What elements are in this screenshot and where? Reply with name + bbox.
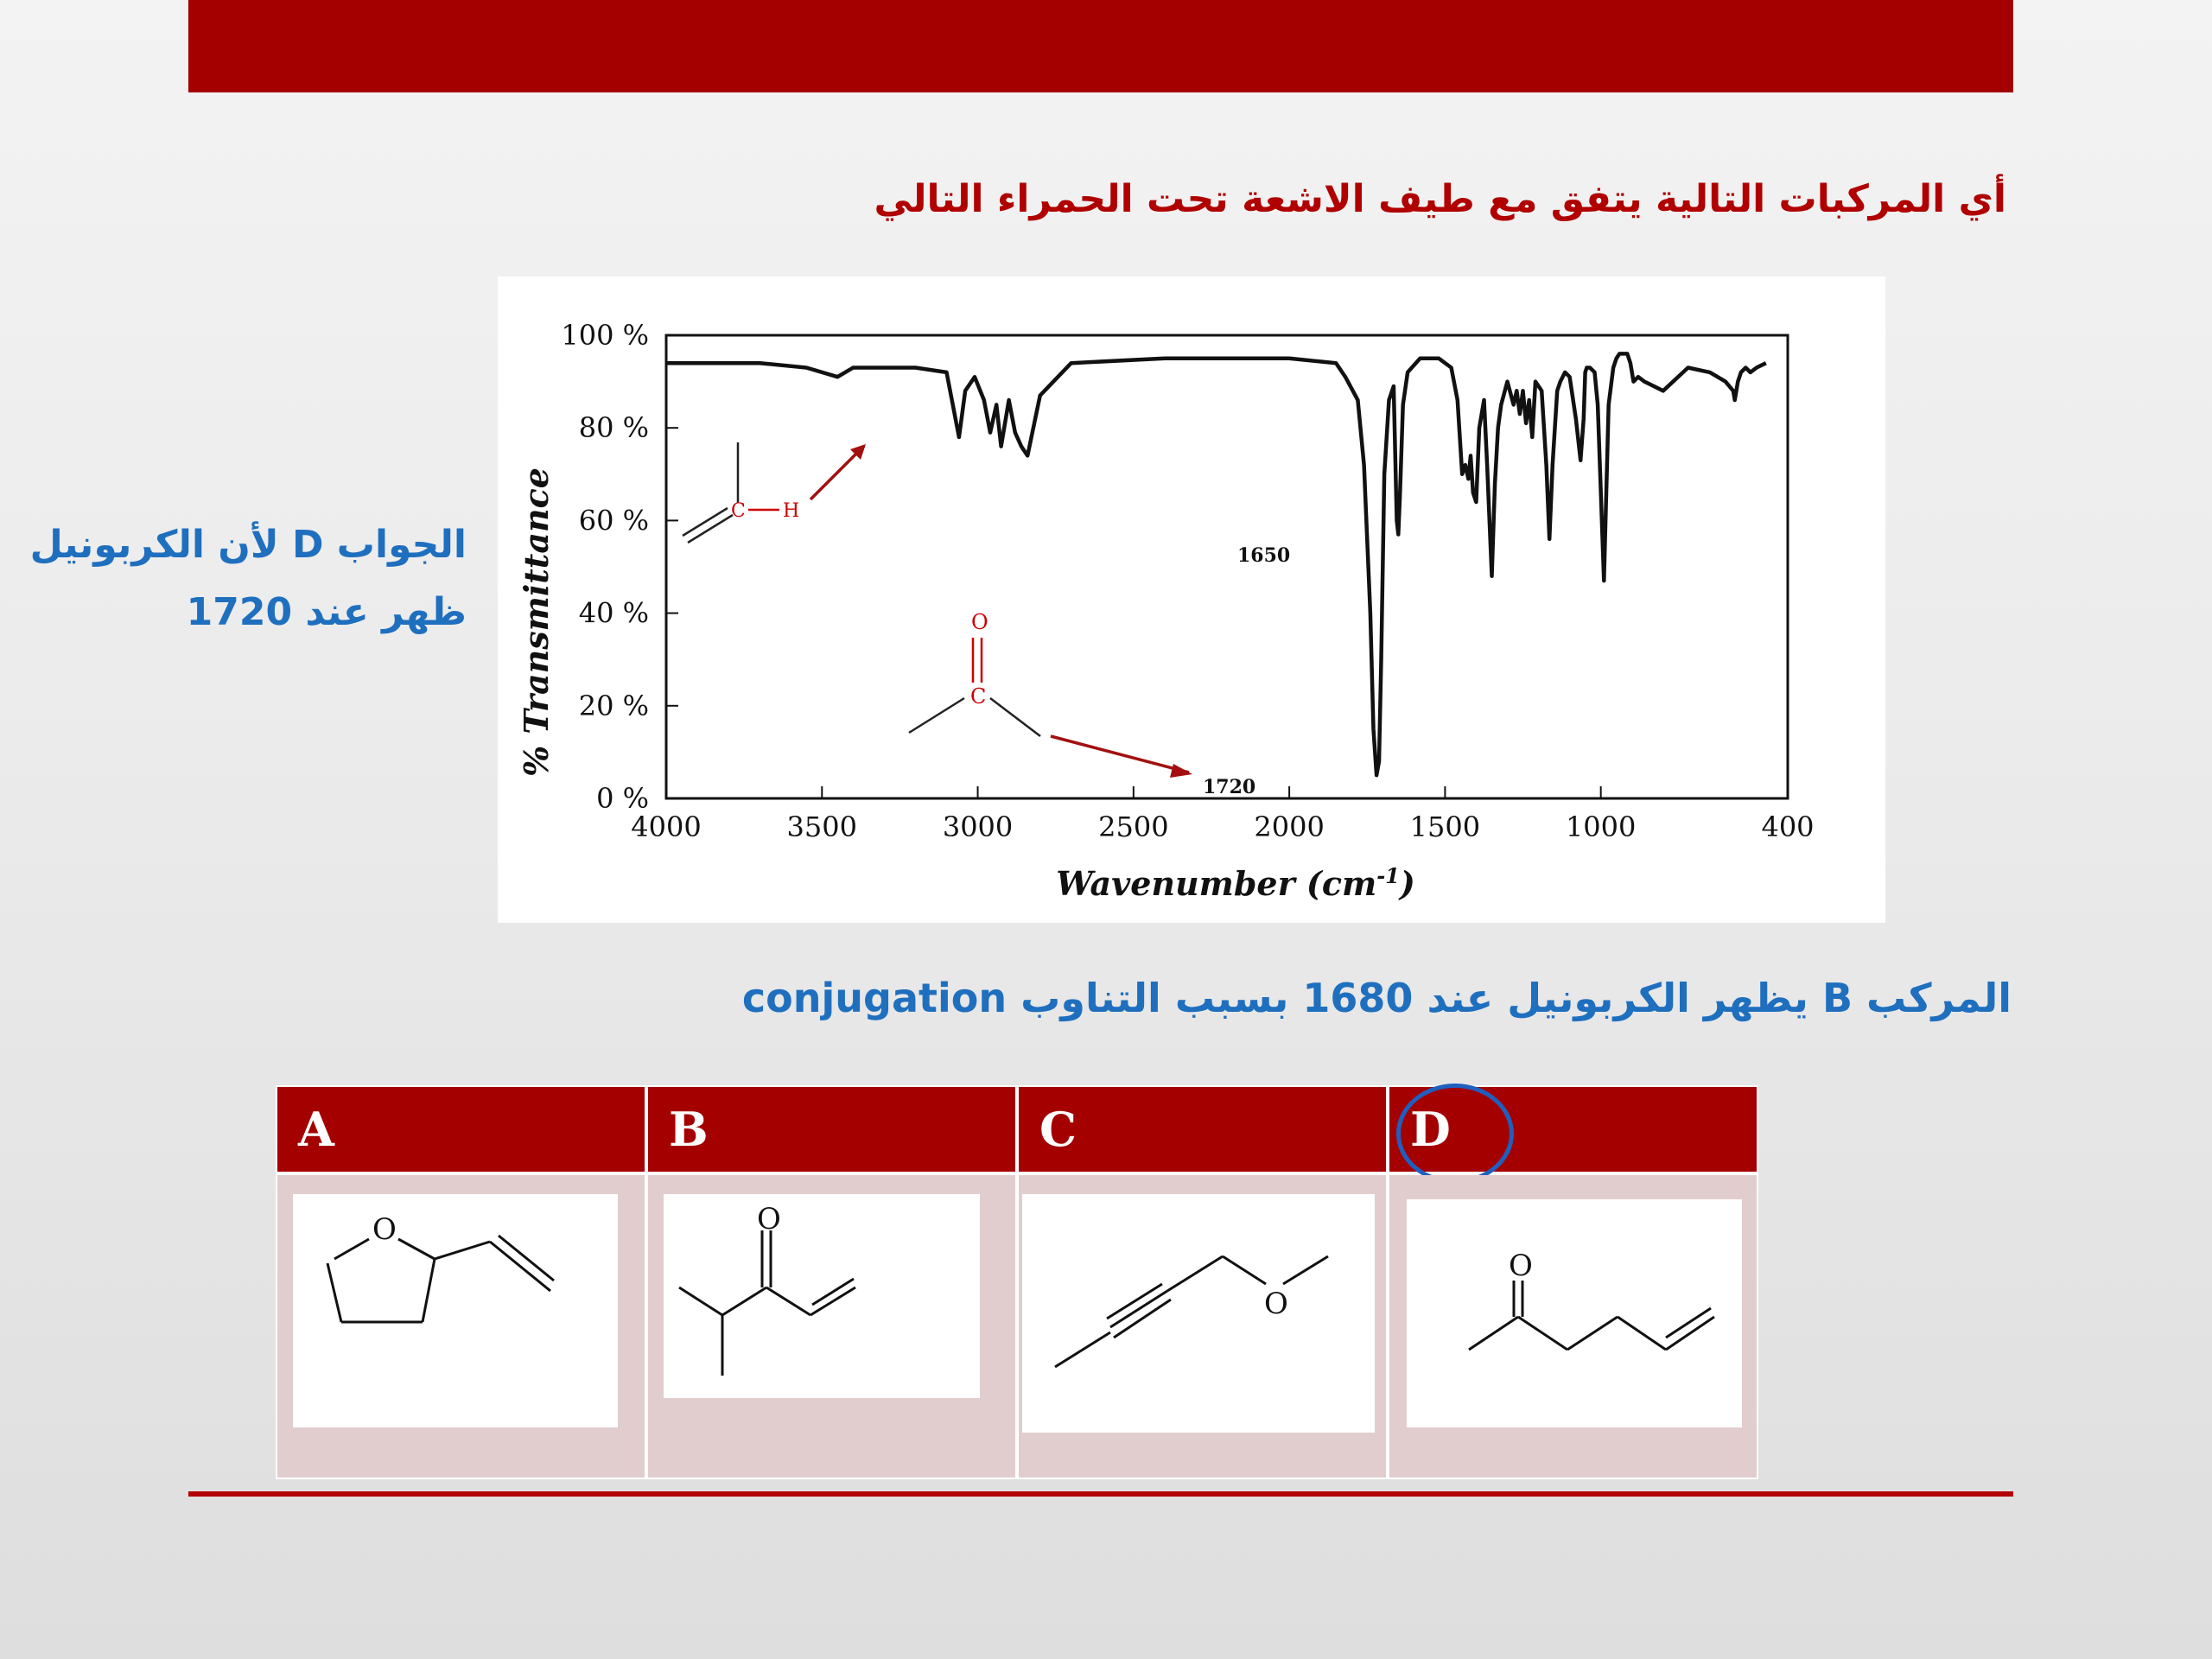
- molecule-c-oxygen: O: [1264, 1287, 1288, 1321]
- choice-header-d[interactable]: [1389, 1087, 1757, 1172]
- y-tick-label: 60 %: [578, 504, 649, 537]
- y-axis-label: % Transmittance: [517, 467, 556, 777]
- molecule-b-structure: [664, 1194, 980, 1398]
- answer-note: [17, 512, 467, 646]
- y-tick-label: 20 %: [578, 689, 649, 722]
- choice-cell-a[interactable]: [277, 1175, 645, 1478]
- y-tick-group: [561, 319, 678, 815]
- x-tick-label: 3000: [942, 810, 1014, 843]
- molecule-b: [664, 1194, 980, 1398]
- plot-frame: [666, 335, 1788, 798]
- carbonyl-atom-o: O: [971, 610, 988, 634]
- choice-cell-c[interactable]: [1019, 1175, 1386, 1478]
- spectrum-line: [666, 353, 1766, 775]
- x-tick-label: 2500: [1098, 810, 1169, 843]
- choice-cell-b[interactable]: [648, 1175, 1015, 1478]
- answer-note-line2: ظهر عند 1720: [186, 590, 467, 634]
- answer-circle: [1396, 1084, 1514, 1184]
- y-tick-label: 80 %: [578, 411, 649, 445]
- y-tick-label: 100 %: [561, 319, 649, 352]
- y-tick-label: 0 %: [596, 782, 649, 815]
- choice-header-a[interactable]: [277, 1087, 645, 1172]
- question-text: أي المركبات التالية يتفق مع طيف الاشعة تحت الحمراء التالي: [874, 177, 2006, 221]
- x-tick-label: 3500: [786, 810, 857, 843]
- choice-label-b: B: [669, 1102, 709, 1157]
- choices-table: [276, 1085, 1758, 1479]
- peak-label-1650: 1650: [1237, 544, 1291, 567]
- x-tick-label: 1000: [1565, 810, 1637, 843]
- conjugation-note: المركب B يظهر الكربونيل عند 1680 بسبب التناوب conjugation: [741, 975, 2012, 1021]
- molecule-c: [1022, 1194, 1375, 1433]
- y-tick-label: 40 %: [578, 596, 649, 630]
- choice-label-c: C: [1039, 1102, 1077, 1157]
- ir-spectrum-panel: [498, 276, 1885, 923]
- molecule-a: [293, 1194, 618, 1427]
- vinyl-atom-h: H: [783, 500, 800, 522]
- carbonyl-atom-c: C: [970, 684, 987, 709]
- bottom-rule: [188, 1491, 2013, 1497]
- vinyl-ch-inset: [683, 442, 866, 543]
- choice-header-c[interactable]: [1019, 1087, 1386, 1172]
- x-tick-label: 1500: [1409, 810, 1481, 843]
- x-axis-label: Wavenumber $(cm^{-1})$: [1056, 863, 1415, 903]
- vinyl-atom-c: C: [731, 500, 746, 522]
- x-tick-label: 4000: [631, 810, 702, 843]
- ir-spectrum-chart: [498, 276, 1885, 923]
- molecule-b-oxygen: O: [757, 1202, 781, 1236]
- molecule-d-oxygen: O: [1509, 1249, 1533, 1283]
- x-tick-label: 2000: [1254, 810, 1325, 843]
- choice-label-a: A: [298, 1102, 334, 1157]
- molecule-d: [1407, 1199, 1742, 1427]
- choice-label-d: D: [1410, 1102, 1451, 1157]
- carbonyl-inset: [909, 610, 1192, 778]
- molecule-c-structure: [1022, 1194, 1375, 1433]
- answer-note-line1: الجواب D لأن الكربونيل: [29, 523, 467, 567]
- peak-label-1720: 1720: [1203, 776, 1256, 798]
- molecule-a-oxygen: O: [372, 1212, 397, 1247]
- molecule-a-structure: [293, 1194, 618, 1427]
- molecule-d-structure: [1407, 1199, 1742, 1427]
- choice-header-b[interactable]: [648, 1087, 1015, 1172]
- choice-cell-d[interactable]: [1389, 1175, 1757, 1478]
- x-tick-label: 400: [1761, 810, 1815, 843]
- title-bar: [188, 0, 2013, 92]
